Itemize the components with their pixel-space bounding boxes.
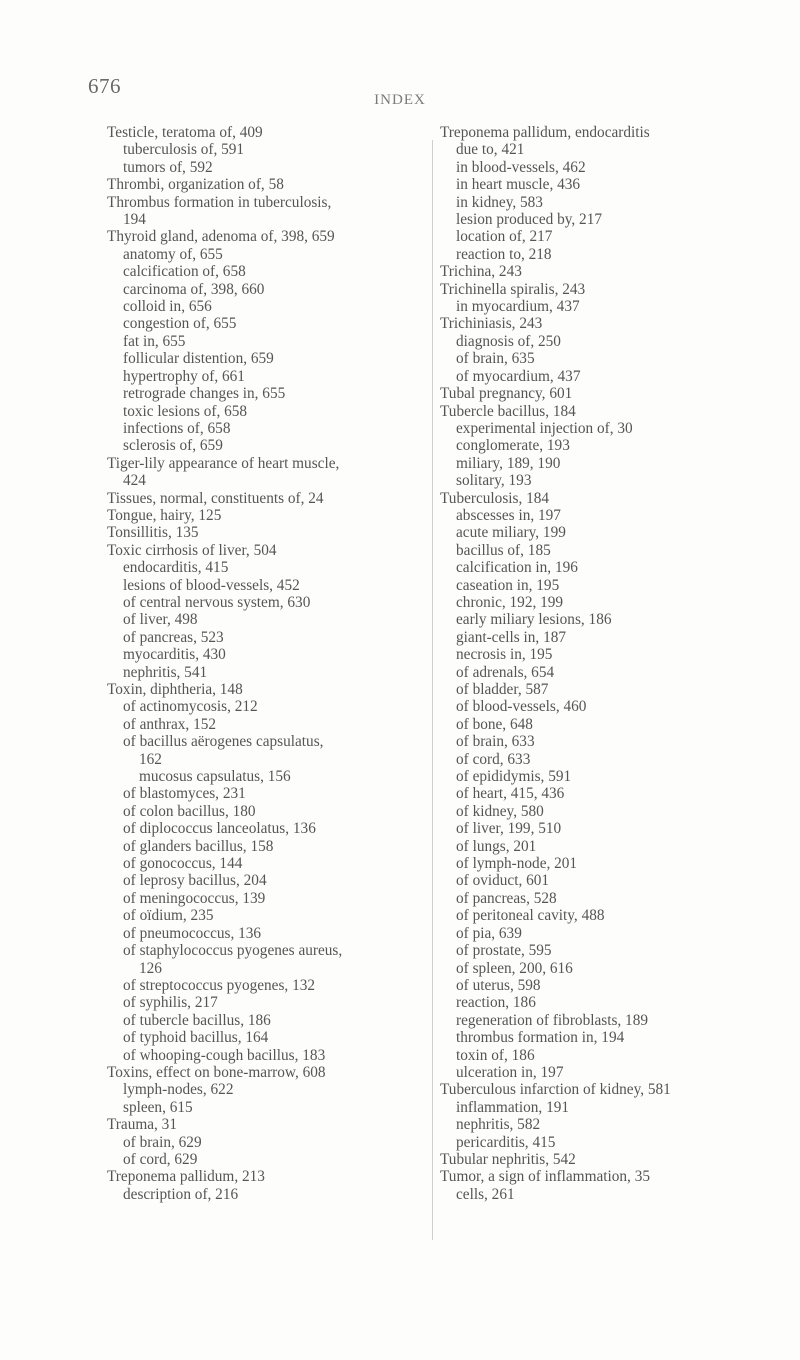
index-subentry: of spleen, 200, 616 [456,959,573,977]
index-subentry: reaction to, 218 [456,245,552,263]
index-entry: Toxins, effect on bone-marrow, 608 [107,1063,326,1081]
index-subentry: of tubercle bacillus, 186 [123,1011,271,1029]
index-subentry: 424 [123,472,146,490]
index-subentry: lesions of blood-vessels, 452 [123,576,300,594]
index-subentry: of epididymis, 591 [456,768,572,786]
index-subentry: colloid in, 656 [123,298,212,316]
index-subentry: description of, 216 [123,1185,239,1203]
index-subentry: due to, 421 [456,141,525,159]
index-subentry: toxic lesions of, 658 [123,402,248,420]
index-subentry: of brain, 635 [456,350,535,368]
index-entry: Treponema pallidum, 213 [107,1168,265,1186]
index-subentry: caseation in, 195 [456,576,560,594]
index-subentry: acute miliary, 199 [456,524,566,542]
index-subentry: toxin of, 186 [456,1046,535,1064]
index-entry: Trauma, 31 [107,1116,177,1134]
index-subentry: lymph-nodes, 622 [123,1081,234,1099]
index-subentry: fat in, 655 [123,332,186,350]
index-subentry: carcinoma of, 398, 660 [123,280,265,298]
index-subentry: bacillus of, 185 [456,541,551,559]
index-subentry: spleen, 615 [123,1098,193,1116]
index-subentry: of heart, 415, 436 [456,785,565,803]
index-entry: Tiger-lily appearance of heart muscle, [107,454,340,472]
index-subentry: of cord, 633 [456,750,531,768]
index-subentry: of bone, 648 [456,715,533,733]
index-subentry: chronic, 192, 199 [456,593,564,611]
index-subentry: sclerosis of, 659 [123,437,223,455]
index-subentry: endocarditis, 415 [123,559,229,577]
index-subentry: of whooping-cough bacillus, 183 [123,1046,326,1064]
index-subentry: necrosis in, 195 [456,646,553,664]
index-subentry: 194 [123,211,146,229]
index-subentry: of oviduct, 601 [456,872,550,890]
index-subentry: retrograde changes in, 655 [123,385,286,403]
index-entry: Tissues, normal, constituents of, 24 [107,489,324,507]
index-subentry: tuberculosis of, 591 [123,141,245,159]
index-subentry: of prostate, 595 [456,942,552,960]
running-head: INDEX [374,92,426,108]
index-subentry: of uterus, 598 [456,976,541,994]
index-subentry: of oïdium, 235 [123,907,214,925]
index-subentry: in myocardium, 437 [456,298,580,316]
index-subentry: giant-cells in, 187 [456,628,567,646]
index-subentry: regeneration of fibroblasts, 189 [456,1011,649,1029]
index-subentry: conglomerate, 193 [456,437,570,455]
index-subentry: thrombus formation in, 194 [456,1029,625,1047]
page-number: 676 [88,74,121,98]
index-subentry: anatomy of, 655 [123,245,223,263]
index-subentry: of lymph-node, 201 [456,855,578,873]
index-subentry: lesion produced by, 217 [456,211,602,229]
index-subentry: cells, 261 [456,1185,515,1203]
index-subentry: of colon bacillus, 180 [123,802,256,820]
index-subentry: of leprosy bacillus, 204 [123,872,267,890]
index-subentry: of kidney, 580 [456,802,544,820]
index-subentry: nephritis, 582 [456,1116,541,1134]
index-subentry: location of, 217 [456,228,553,246]
index-subentry: 126 [139,959,162,977]
index-subentry: of syphilis, 217 [123,994,218,1012]
index-subentry: of central nervous system, 630 [123,593,311,611]
index-entry: Tubular nephritis, 542 [440,1150,576,1168]
index-subentry: pericarditis, 415 [456,1133,556,1151]
index-column-right [440,124,780,1203]
index-entry: Testicle, teratoma of, 409 [107,124,263,141]
index-subentry: of staphylococcus pyogenes aureus, [123,942,343,960]
index-subentry: of bladder, 587 [456,681,549,698]
index-subentry: of diplococcus lanceolatus, 136 [123,820,316,838]
index-column-left [107,124,427,1203]
index-entry: Trichiniasis, 243 [440,315,543,333]
index-subentry: of peritoneal cavity, 488 [456,907,605,925]
index-subentry: reaction, 186 [456,994,536,1012]
index-entry: Tonsillitis, 135 [107,524,199,542]
index-subentry: early miliary lesions, 186 [456,611,612,629]
index-subentry: inflammation, 191 [456,1098,570,1116]
index-subentry: of blood-vessels, 460 [456,698,587,716]
index-subentry: of glanders bacillus, 158 [123,837,274,855]
index-entry: Trichinella spiralis, 243 [440,280,586,298]
index-subentry: tumors of, 592 [123,158,213,176]
index-entry: Toxin, diphtheria, 148 [107,681,243,698]
index-subentry: nephritis, 541 [123,663,208,681]
index-subentry: calcification in, 196 [456,559,578,577]
index-subentry: of typhoid bacillus, 164 [123,1029,269,1047]
index-subentry: solitary, 193 [456,472,532,490]
index-subentry: experimental injection of, 30 [456,419,633,437]
index-subentry: of anthrax, 152 [123,715,217,733]
index-entry: Tongue, hairy, 125 [107,506,222,524]
index-subentry: miliary, 189, 190 [456,454,561,472]
index-subentry: mucosus capsulatus, 156 [139,768,291,786]
index-entry: Toxic cirrhosis of liver, 504 [107,541,277,559]
index-subentry: of cord, 629 [123,1150,198,1168]
index-subentry: follicular distention, 659 [123,350,274,368]
index-entry: Thrombi, organization of, 58 [107,176,284,194]
index-subentry: of pancreas, 528 [456,889,557,907]
index-subentry: congestion of, 655 [123,315,237,333]
index-entry: Trichina, 243 [440,263,522,281]
index-subentry: in kidney, 583 [456,193,543,211]
index-subentry: calcification of, 658 [123,263,246,281]
index-subentry: of gonococcus, 144 [123,855,243,873]
column-divider [432,140,433,1240]
index-subentry: of bacillus aërogenes capsulatus, [123,733,324,751]
index-subentry: of myocardium, 437 [456,367,581,385]
index-subentry: of liver, 199, 510 [456,820,562,838]
index-subentry: of pia, 639 [456,924,522,942]
index-subentry: in blood-vessels, 462 [456,158,586,176]
index-subentry: of actinomycosis, 212 [123,698,258,716]
index-subentry: of liver, 498 [123,611,198,629]
index-subentry: of brain, 633 [456,733,535,751]
index-entry: Thyroid gland, adenoma of, 398, 659 [107,228,335,246]
index-entry: Tubercle bacillus, 184 [440,402,576,420]
index-subentry: infections of, 658 [123,419,231,437]
index-entry: Tubal pregnancy, 601 [440,385,573,403]
index-subentry: diagnosis of, 250 [456,332,561,350]
index-subentry: ulceration in, 197 [456,1063,564,1081]
index-subentry: 162 [139,750,162,768]
index-subentry: of pancreas, 523 [123,628,224,646]
index-subentry: hypertrophy of, 661 [123,367,245,385]
index-entry: Tumor, a sign of inflammation, 35 [440,1168,650,1186]
index-entry: Thrombus formation in tuberculosis, [107,193,332,211]
index-subentry: of adrenals, 654 [456,663,555,681]
index-subentry: of lungs, 201 [456,837,537,855]
index-subentry: of streptococcus pyogenes, 132 [123,976,316,994]
index-entry: Tuberculosis, 184 [440,489,550,507]
index-entry: Tuberculous infarction of kidney, 581 [440,1081,671,1099]
index-subentry: of brain, 629 [123,1133,202,1151]
index-subentry: myocarditis, 430 [123,646,226,664]
index-subentry: abscesses in, 197 [456,506,561,524]
index-subentry: of blastomyces, 231 [123,785,246,803]
index-subentry: in heart muscle, 436 [456,176,581,194]
index-subentry: of meningococcus, 139 [123,889,266,907]
index-entry: Treponema pallidum, endocarditis [440,124,650,141]
index-subentry: of pneumococcus, 136 [123,924,262,942]
